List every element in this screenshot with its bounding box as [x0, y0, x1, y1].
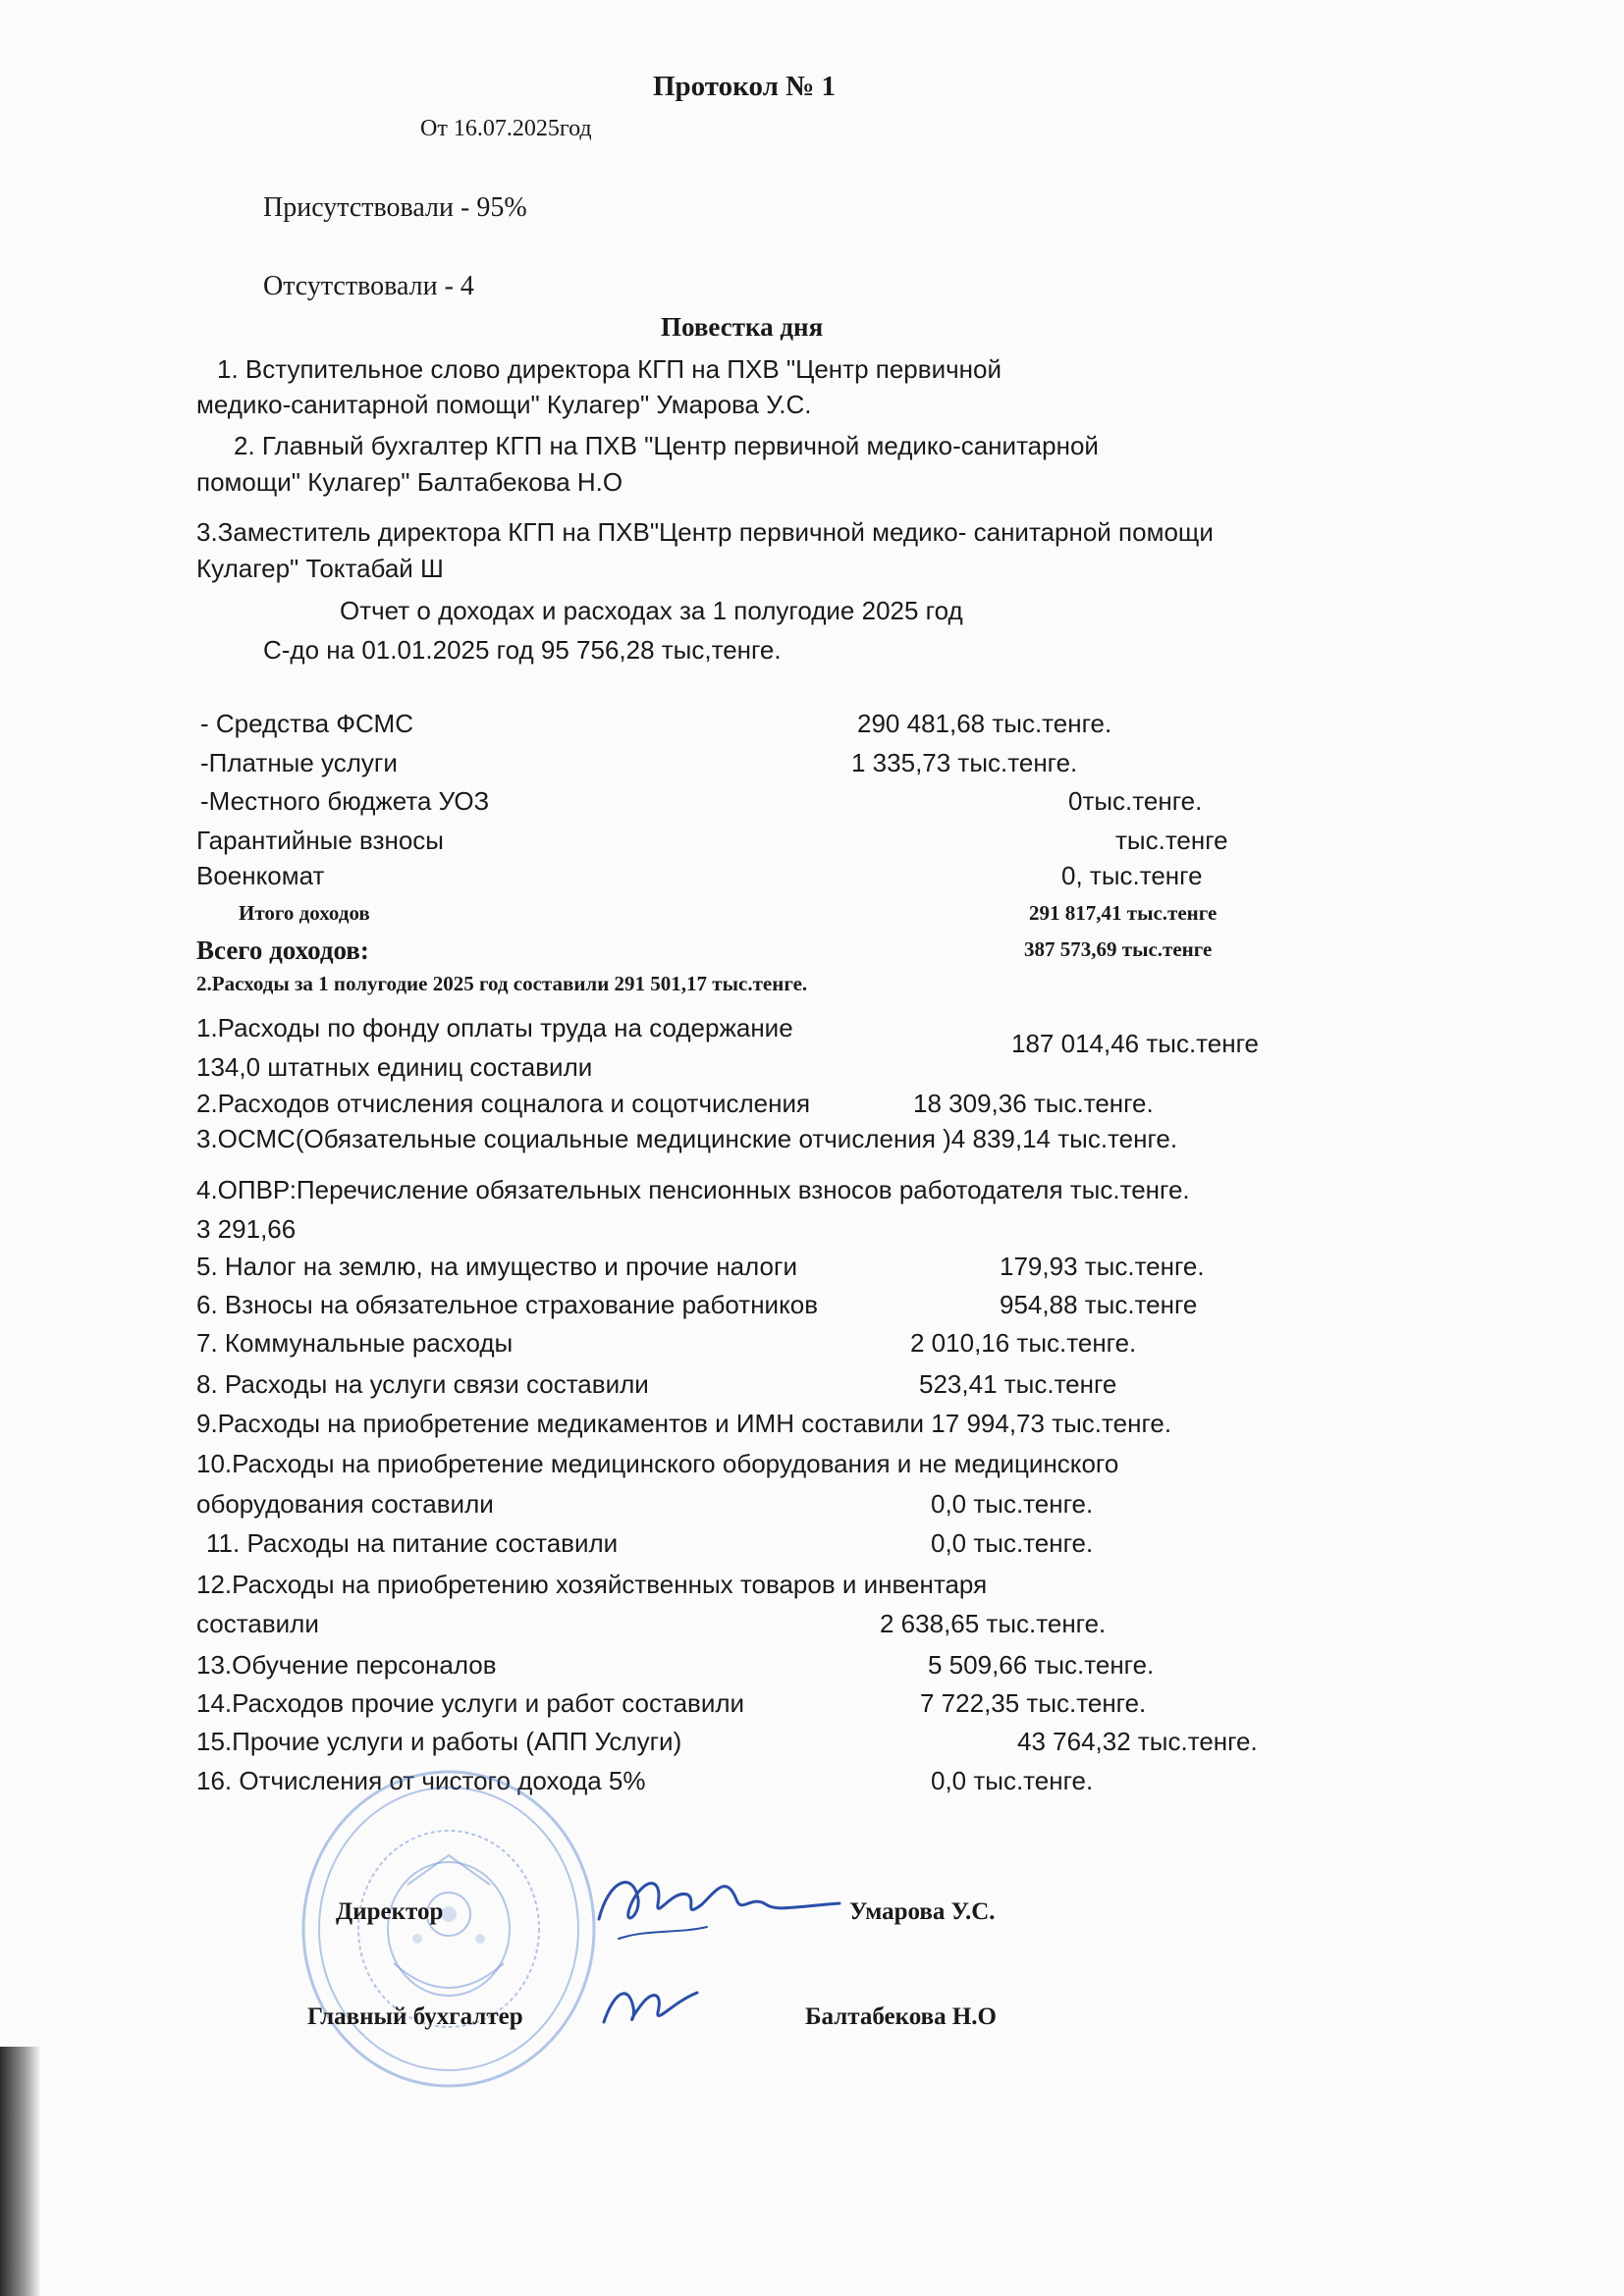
grand-total-value: 387 573,69 тыс.тенге	[1024, 937, 1213, 961]
expense-2-label: 2.Расходов отчисления соцналога и соцотчисления	[196, 1089, 811, 1118]
expense-3-line: 3.ОСМС(Обязательные социальные медицинские отчисления )4 839,14 тыс.тенге.	[196, 1124, 1178, 1153]
expense-8-value: 523,41 тыс.тенге	[919, 1369, 1117, 1399]
expense-14-value: 7 722,35 тыс.тенге.	[920, 1688, 1147, 1718]
income-total-value: 291 817,41 тыс.тенге	[1029, 901, 1218, 925]
expense-14-label: 14.Расходов прочие услуги и работ составили	[196, 1688, 745, 1718]
income-label: Военкомат	[196, 861, 325, 890]
accountant-title: Главный бухгалтер	[307, 2003, 523, 2030]
scan-edge-shadow	[0, 2047, 41, 2296]
expense-10-line-2: оборудования составили	[196, 1489, 494, 1519]
agenda-title: Повестка дня	[661, 312, 824, 342]
expense-4-line-1: 4.ОПВР:Перечисление обязательных пенсионных взносов работодателя тыс.тенге.	[196, 1175, 1190, 1204]
expenses-summary: 2.Расходы за 1 полугодие 2025 год составили 291 501,17 тыс.тенге.	[196, 972, 808, 995]
attendance-absent: Отсутствовали - 4	[263, 271, 474, 301]
expense-9-line: 9.Расходы на приобретение медикаментов и ИМН составили 17 994,73 тыс.тенге.	[196, 1409, 1172, 1438]
attendance-present: Присутствовали - 95%	[263, 192, 527, 223]
expense-4-line-2: 3 291,66	[196, 1214, 297, 1244]
income-value: 0, тыс.тенге	[1061, 861, 1203, 890]
expense-1-line-2: 134,0 штатных единиц составили	[196, 1052, 593, 1082]
protocol-date: От 16.07.2025год	[420, 116, 592, 141]
expense-10-line-1: 10.Расходы на приобретение медицинского оборудования и не медицинского	[196, 1449, 1119, 1478]
agenda-item-1-line-1: 1. Вступительное слово директора КГП на ПХВ "Центр первичной	[217, 354, 1001, 384]
expense-16-label: 16. Отчисления от чистого дохода 5%	[196, 1766, 646, 1795]
official-seal-icon	[299, 1767, 599, 2091]
expense-7-label: 7. Коммунальные расходы	[196, 1328, 514, 1358]
expense-11-label: 11. Расходы на питание составили	[206, 1528, 619, 1558]
opening-balance: С-до на 01.01.2025 год 95 756,28 тыс,тенге.	[263, 635, 782, 665]
expense-12-line-1: 12.Расходы на приобретению хозяйственных товаров и инвентаря	[196, 1570, 988, 1599]
grand-total-label: Всего доходов:	[196, 935, 369, 965]
report-title: Отчет о доходах и расходах за 1 полугодие 2025 год	[340, 596, 963, 625]
income-label: -Местного бюджета УОЗ	[200, 786, 490, 816]
expense-12-value: 2 638,65 тыс.тенге.	[880, 1609, 1107, 1638]
expense-2-value: 18 309,36 тыс.тенге.	[913, 1089, 1154, 1118]
expense-7-value: 2 010,16 тыс.тенге.	[910, 1328, 1137, 1358]
expense-6-label: 6. Взносы на обязательное страхование работников	[196, 1290, 819, 1319]
expense-10-value: 0,0 тыс.тенге.	[931, 1489, 1094, 1519]
income-label: - Средства ФСМС	[200, 709, 413, 738]
expense-8-label: 8. Расходы на услуги связи составили	[196, 1369, 649, 1399]
expense-5-label: 5. Налог на землю, на имущество и прочие налоги	[196, 1252, 797, 1281]
director-name: Умарова У.С.	[849, 1898, 996, 1925]
expense-1-value: 187 014,46 тыс.тенге	[1011, 1029, 1259, 1058]
director-title: Директор	[336, 1898, 444, 1925]
agenda-item-1-line-2: медико-санитарной помощи" Кулагер" Умарова У.С.	[196, 390, 812, 419]
income-label: Гарантийные взносы	[196, 826, 444, 855]
agenda-item-2-line-1: 2. Главный бухгалтер КГП на ПХВ "Центр первичной медико-санитарной	[234, 431, 1099, 460]
protocol-title: Протокол № 1	[653, 71, 837, 102]
income-value: тыс.тенге	[1115, 826, 1228, 855]
expense-13-value: 5 509,66 тыс.тенге.	[928, 1650, 1155, 1680]
income-value: 1 335,73 тыс.тенге.	[851, 748, 1078, 777]
expense-16-value: 0,0 тыс.тенге.	[931, 1766, 1094, 1795]
income-value: 0тыс.тенге.	[1068, 786, 1203, 816]
expense-12-line-2: составили	[196, 1609, 319, 1638]
agenda-item-3-line-2: Кулагер" Токтабай Ш	[196, 554, 444, 583]
director-signature-icon	[579, 1860, 844, 1953]
expense-13-label: 13.Обучение персоналов	[196, 1650, 497, 1680]
income-total-label: Итого доходов	[239, 901, 370, 925]
accountant-signature-icon	[589, 1963, 707, 2042]
expense-15-value: 43 764,32 тыс.тенге.	[1017, 1727, 1258, 1756]
expense-6-value: 954,88 тыс.тенге	[1000, 1290, 1198, 1319]
agenda-item-3-line-1: 3.Заместитель директора КГП на ПХВ"Центр первичной медико- санитарной помощи	[196, 517, 1214, 547]
accountant-name: Балтабекова Н.О	[805, 2003, 997, 2030]
income-label: -Платные услуги	[200, 748, 398, 777]
income-value: 290 481,68 тыс.тенге.	[857, 709, 1112, 738]
expense-11-value: 0,0 тыс.тенге.	[931, 1528, 1094, 1558]
expense-5-value: 179,93 тыс.тенге.	[1000, 1252, 1205, 1281]
expense-1-line-1: 1.Расходы по фонду оплаты труда на содержание	[196, 1013, 793, 1042]
expense-15-label: 15.Прочие услуги и работы (АПП Услуги)	[196, 1727, 682, 1756]
agenda-item-2-line-2: помощи" Кулагер" Балтабекова Н.О	[196, 467, 623, 497]
